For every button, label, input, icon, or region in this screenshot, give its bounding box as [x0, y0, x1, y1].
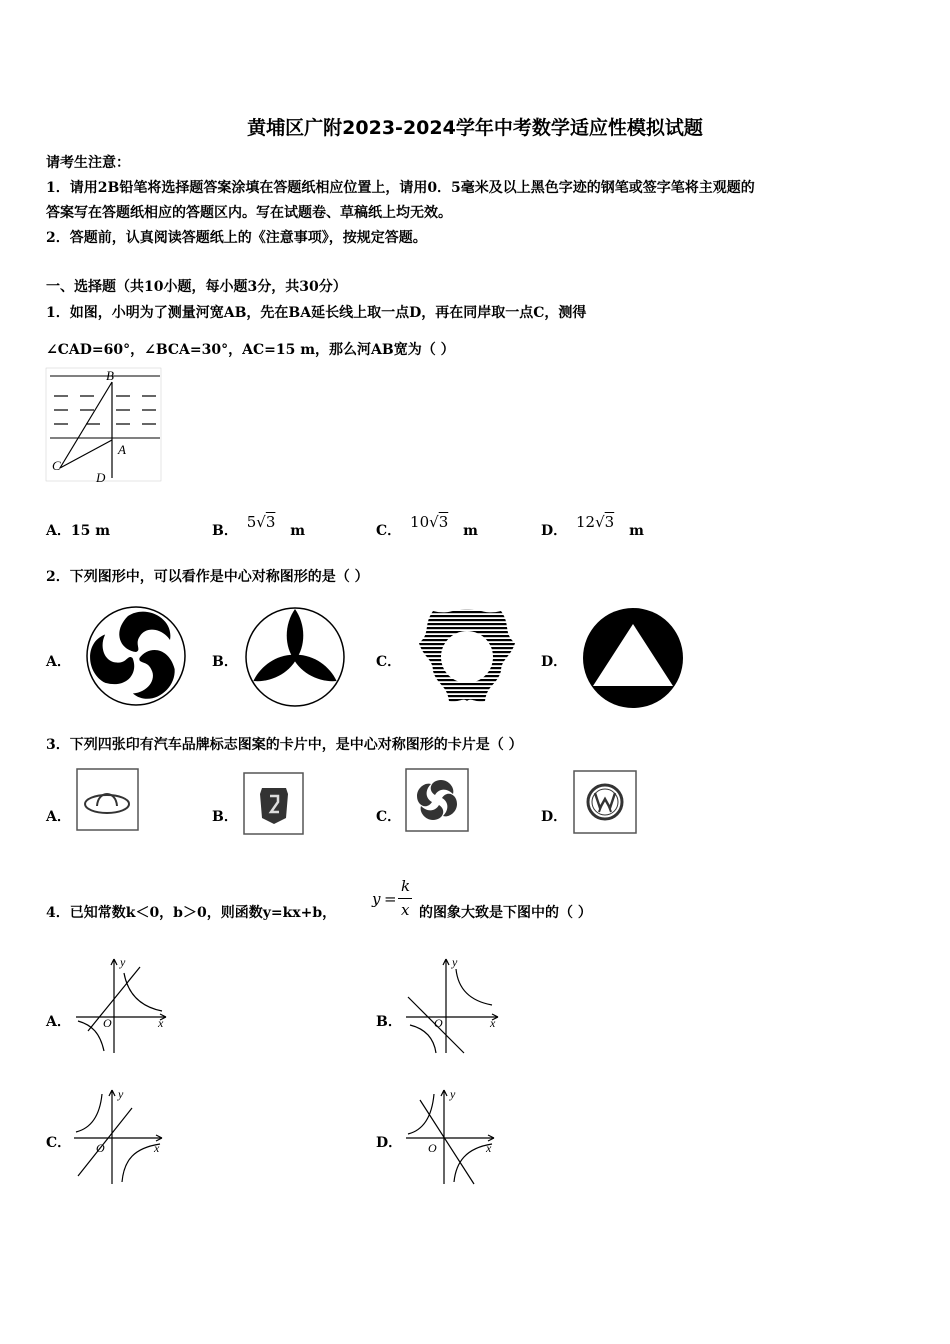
q1-option-b-unit: m [290, 523, 306, 539]
q4-letter-c[interactable]: C． [46, 1135, 72, 1151]
point-label-d: D [96, 470, 106, 485]
q1-option-b-letter: B． [212, 523, 238, 539]
q1-option-d-rad: 3 [604, 513, 615, 531]
q4-graph-a-origin: O [103, 1016, 112, 1030]
q4-graph-b-x: x [490, 1016, 496, 1030]
q3-letter-c[interactable]: C． [376, 809, 402, 825]
q3-letter-a[interactable]: A． [46, 809, 71, 825]
q1-option-b-rad: 3 [265, 513, 276, 531]
q1-option-d[interactable]: D． 12√3 m [541, 513, 644, 539]
q2-figure-d-triangle-in-circle-icon[interactable] [582, 607, 684, 709]
q1-option-d-letter: D． [541, 523, 568, 539]
page-title: 黄埔区广附2023-2024学年中考数学适应性模拟试题 [247, 117, 703, 139]
q1-option-c-rad: 3 [438, 513, 449, 531]
q4-graph-d[interactable] [404, 1086, 498, 1186]
q3-letter-d[interactable]: D． [541, 809, 568, 825]
q3-card-c-logo-icon[interactable] [405, 768, 469, 832]
q4-graph-b-y: y [452, 955, 458, 969]
q4-formula [372, 877, 418, 923]
q4-letter-d[interactable]: D． [376, 1135, 403, 1151]
q2-letter-a[interactable]: A． [46, 654, 71, 670]
q4-graph-d-origin: O [428, 1141, 437, 1155]
q1-option-d-coef: 12 [576, 513, 596, 531]
q2-letter-c[interactable]: C． [376, 654, 402, 670]
q1-option-c-coef: 10 [410, 513, 430, 531]
q4-graph-c-x: x [154, 1141, 160, 1155]
q1-option-c-unit: m [463, 523, 478, 539]
q1-option-d-unit: m [629, 523, 644, 539]
q1-option-a-text: 15 m [70, 523, 111, 539]
notice-heading: 请考生注意： [46, 155, 130, 171]
q1-line-1: 1．如图，小明为了测量河宽AB，先在BA延长线上取一点D，再在同岸取一点C，测得 [46, 305, 587, 321]
q2-text: 2．下列图形中，可以看作是中心对称图形的是（ ） [46, 569, 369, 585]
q4-formula-num: k [401, 877, 411, 895]
point-label-c: C [52, 458, 61, 473]
q4-graph-c-y: y [118, 1087, 124, 1101]
q3-text: 3．下列四张印有汽车品牌标志图案的卡片中，是中心对称图形的卡片是（ ） [46, 737, 523, 753]
q1-option-b-coef: 5 [246, 513, 257, 531]
q2-figure-b-three-petal-icon[interactable] [244, 606, 346, 708]
q2-figure-c-striped-star-icon[interactable] [414, 604, 520, 706]
point-label-b: B [106, 368, 114, 383]
q1-option-a-letter: A． [46, 523, 71, 539]
q3-letter-b[interactable]: B． [212, 809, 238, 825]
q1-option-c-letter: C． [376, 523, 402, 539]
q4-graph-d-x: x [486, 1141, 492, 1155]
q4-text-before: 4．已知常数k＜0，b＞0，则函数y=kx+b， [46, 905, 337, 921]
q3-card-d-logo-icon[interactable] [573, 770, 637, 834]
section-heading: 一、选择题（共10小题，每小题3分，共30分） [46, 279, 347, 295]
q1-option-a[interactable] [46, 520, 110, 540]
q4-graph-c[interactable] [72, 1086, 166, 1186]
q3-card-b-logo-icon[interactable] [243, 772, 305, 836]
q4-graph-a-x: x [158, 1016, 164, 1030]
q4-graph-b-origin: O [434, 1016, 443, 1030]
notice-line-1b: 答案写在答题纸相应的答题区内。写在试题卷、草稿纸上均无效。 [46, 205, 452, 221]
river-diagram [46, 368, 162, 484]
q1-option-c[interactable]: C． 10√3 m [376, 513, 478, 539]
notice-line-2: 2．答题前，认真阅读答题纸上的《注意事项》，按规定答题。 [46, 230, 427, 246]
q4-graph-a[interactable] [74, 955, 170, 1055]
q2-figure-a-tomoe-icon[interactable] [85, 605, 187, 707]
q4-text-after: 的图象大致是下图中的（ ） [419, 905, 592, 921]
q2-letter-d[interactable]: D． [541, 654, 568, 670]
q4-letter-a[interactable]: A． [46, 1014, 71, 1030]
q4-graph-b[interactable] [404, 955, 502, 1055]
point-label-a: A [118, 442, 126, 457]
q4-graph-d-y: y [450, 1087, 456, 1101]
q4-formula-y: y [372, 890, 381, 908]
q3-card-a-logo-icon[interactable] [76, 768, 140, 832]
notice-line-1a: 1．请用2B铅笔将选择题答案涂填在答题纸相应位置上，请用0．5毫米及以上黑色字迹的钢笔或签字笔将主观题的 [46, 180, 755, 196]
q4-letter-b[interactable]: B． [376, 1014, 402, 1030]
q2-letter-b[interactable]: B． [212, 654, 238, 670]
q4-graph-a-y: y [120, 955, 126, 969]
q4-graph-c-origin: O [96, 1141, 105, 1155]
q1-line-2: ∠CAD=60°，∠BCA=30°，AC=15 m，那么河AB宽为（ ） [46, 342, 455, 358]
q1-option-b[interactable]: B． 5√3 m [212, 513, 306, 539]
q4-formula-eq: = [384, 890, 397, 908]
q4-formula-den: x [401, 901, 410, 919]
